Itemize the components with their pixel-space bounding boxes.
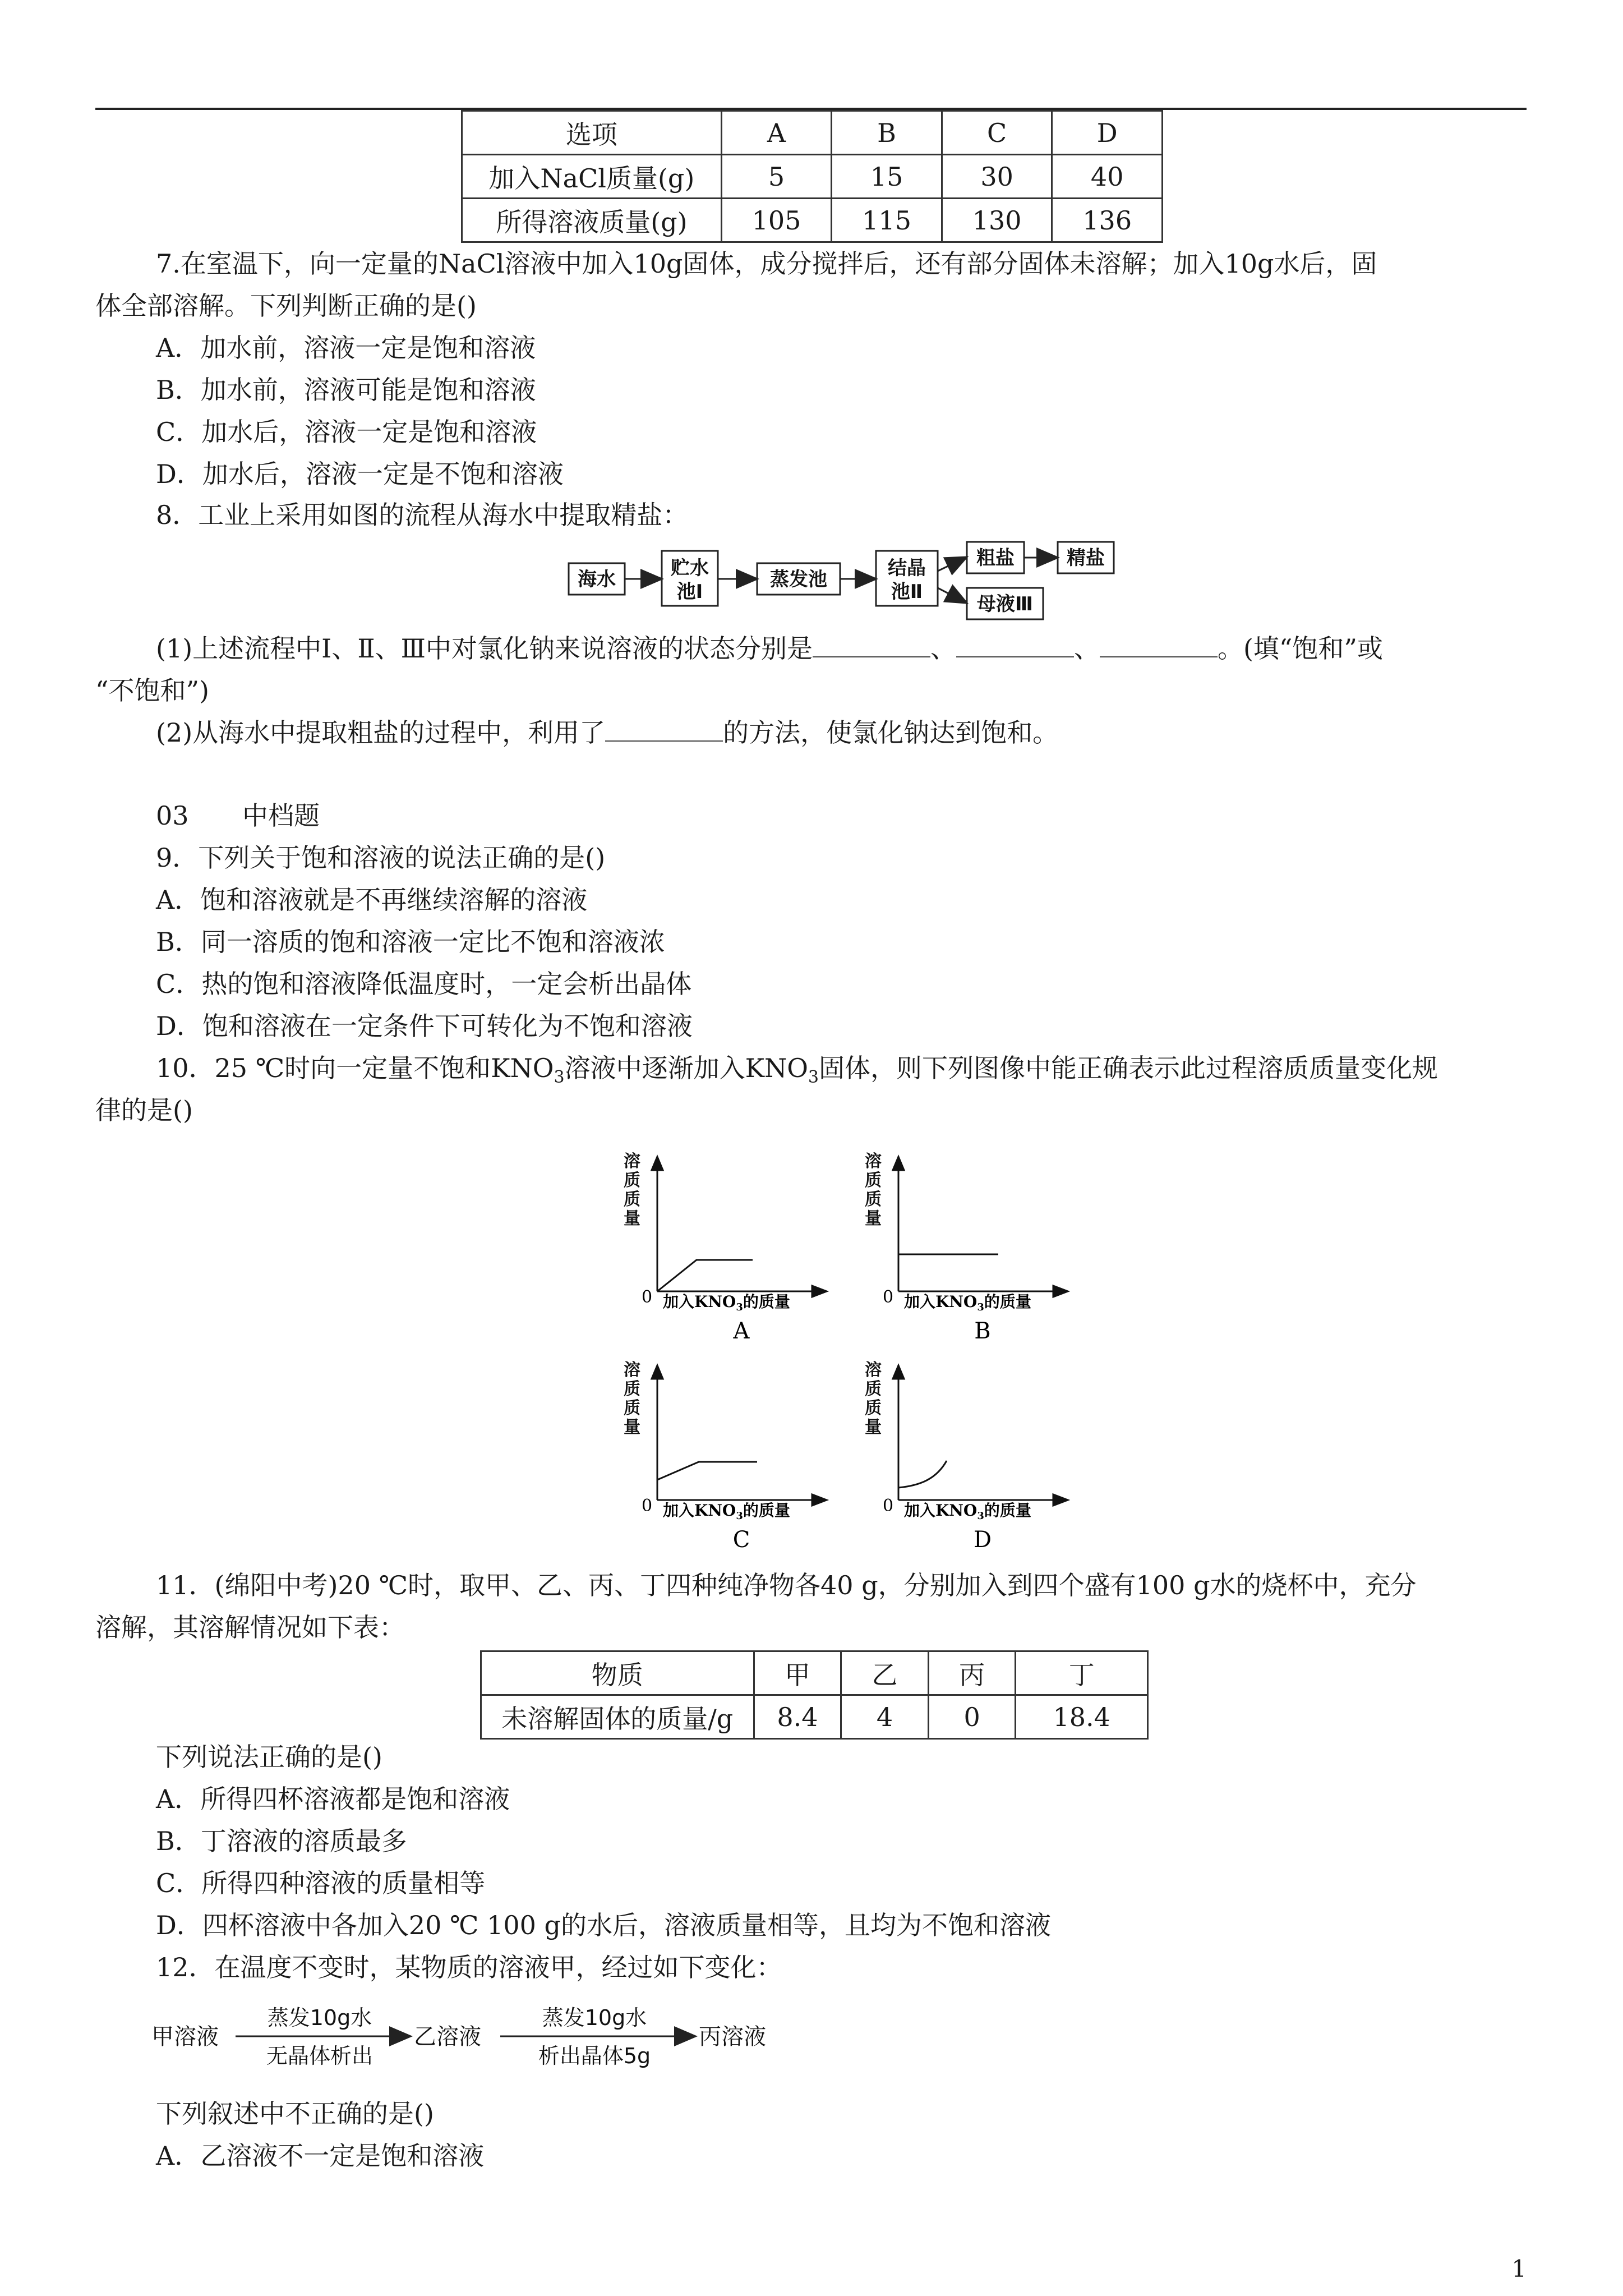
solution-chain-diagram (151, 1990, 791, 2086)
table-cell: 所得溶液质量(g) (462, 199, 722, 242)
table-cell: 丙 (928, 1651, 1016, 1695)
section-title: 中档题 (242, 800, 320, 831)
ylabel-char: 量 (624, 1418, 640, 1437)
arrow2-top-label: 蒸发10g水 (542, 2005, 647, 2030)
q11-question: 下列说法正确的是() (156, 1742, 382, 1772)
x-axis-label (904, 1501, 1031, 1522)
q10-text: 固体，则下列图像中能正确表示此过程溶质质量变化规 (819, 1053, 1438, 1083)
q11-option-d: D．四杯溶液中各加入20 ℃ 100 g的水后，溶液质量相等，且均为不饱和溶液 (156, 1910, 1051, 1940)
arrow2-bottom-label: 析出晶体5g (538, 2044, 651, 2068)
y-axis-arrow (652, 1365, 663, 1379)
nacl-table (461, 110, 1163, 243)
origin-label: 0 (883, 1496, 894, 1516)
q11-stem-line2: 溶解，其溶解情况如下表： (95, 1612, 405, 1642)
ylabel-char: 质 (624, 1171, 640, 1190)
table-row (462, 111, 1163, 155)
q11-option-b: B．丁溶液的溶质最多 (156, 1826, 407, 1856)
answer-blank[interactable] (1100, 634, 1218, 657)
answer-blank[interactable] (605, 718, 723, 742)
xlabel-part: 加入KNO (904, 1292, 978, 1311)
flow-label-evap: 蒸发池 (770, 568, 827, 591)
q10-stem-line1 (156, 1051, 1438, 1094)
graph-d (858, 1353, 1071, 1555)
q9-option-d: D．饱和溶液在一定条件下可转化为不饱和溶液 (156, 1011, 693, 1041)
table-cell: 130 (942, 199, 1052, 242)
q7-stem-line2: 体全部溶解。下列判断正确的是() (95, 291, 477, 321)
arrow1-bottom-label: 无晶体析出 (266, 2044, 374, 2068)
x-axis-arrow (812, 1494, 827, 1506)
x-axis-label (663, 1292, 790, 1313)
table-row (462, 199, 1163, 242)
table-cell: 甲 (754, 1651, 841, 1695)
q9-option-a: A．饱和溶液就是不再继续溶解的溶液 (156, 885, 588, 915)
q7-option-d: D．加水后，溶液一定是不饱和溶液 (156, 459, 564, 489)
q11-option-c: C．所得四种溶液的质量相等 (156, 1868, 486, 1898)
q8-sub2-text: (2)从海水中提取粗盐的过程中，利用了 (156, 717, 606, 748)
x-axis-label (904, 1292, 1031, 1313)
table-cell: A (721, 111, 832, 155)
flow-label-mother: 母液Ⅲ (976, 593, 1034, 615)
ylabel-char: 溶 (865, 1360, 882, 1380)
q10-text: 溶液中逐渐加入KNO (564, 1053, 808, 1083)
y-axis-arrow (652, 1157, 663, 1170)
table-cell: B (832, 111, 942, 155)
table-cell: 105 (721, 199, 832, 242)
q11-option-a: A．所得四杯溶液都是饱和溶液 (156, 1784, 510, 1814)
flow-label-pool2b: 池Ⅱ (891, 581, 923, 603)
table-cell: 乙 (841, 1651, 929, 1695)
ylabel-char: 量 (865, 1418, 882, 1437)
q7-option-c: C．加水后，溶液一定是饱和溶液 (156, 417, 537, 447)
graph-label: C (732, 1527, 750, 1553)
chain-solution-b: 乙溶液 (414, 2024, 481, 2050)
q8-stem: 8．工业上采用如图的流程从海水中提取精盐： (156, 500, 689, 530)
series-line (657, 1462, 757, 1480)
table-cell: 30 (942, 155, 1052, 199)
xlabel-sub: 3 (736, 1301, 743, 1313)
table-cell: D (1052, 111, 1163, 155)
table-cell: 加入NaCl质量(g) (462, 155, 722, 199)
table-row (481, 1651, 1148, 1695)
ylabel-char: 溶 (865, 1152, 882, 1171)
solubility-table (480, 1650, 1149, 1740)
ylabel-char: 质 (865, 1379, 882, 1399)
flow-label-seawater: 海水 (578, 568, 616, 591)
table-cell: 136 (1052, 199, 1163, 242)
origin-label: 0 (642, 1287, 653, 1307)
ylabel-char: 质 (624, 1379, 640, 1399)
table-cell: 5 (721, 155, 832, 199)
ylabel-char: 量 (865, 1209, 882, 1228)
flow-label-pool2a: 结晶 (888, 557, 926, 579)
x-axis-arrow (1053, 1494, 1068, 1506)
q10-stem-line2: 律的是() (95, 1095, 193, 1125)
table-cell: 8.4 (754, 1695, 841, 1739)
table-cell: 选项 (462, 111, 722, 155)
xlabel-part: 加入KNO (904, 1501, 978, 1520)
x-axis-arrow (1053, 1286, 1068, 1297)
origin-label: 0 (642, 1496, 653, 1516)
ylabel-char: 质 (865, 1190, 882, 1209)
series-curve (898, 1461, 947, 1488)
subscript: 3 (554, 1068, 565, 1088)
chain-solution-a: 甲溶液 (151, 2024, 219, 2050)
ylabel-char: 质 (865, 1398, 882, 1418)
answer-blank[interactable] (956, 634, 1074, 657)
salt-flow-diagram (566, 534, 1116, 624)
y-axis-arrow (893, 1365, 904, 1379)
q8-sub1-cont: “不饱和”) (95, 675, 209, 706)
ylabel-char: 量 (624, 1209, 640, 1228)
table-cell: 0 (928, 1695, 1016, 1739)
answer-blank[interactable] (813, 634, 930, 657)
ylabel-char: 溶 (624, 1360, 640, 1380)
xlabel-part: 加入KNO (663, 1501, 736, 1520)
table-cell: C (942, 111, 1052, 155)
y-axis-arrow (893, 1157, 904, 1170)
graph-label: A (733, 1318, 750, 1344)
ylabel-char: 溶 (624, 1152, 640, 1171)
q8-sub1-text: (1)上述流程中Ⅰ、Ⅱ、Ⅲ中对氯化钠来说溶液的状态分别是 (156, 633, 813, 664)
flow-label-pool1b: 池Ⅰ (676, 581, 703, 603)
q9-option-b: B．同一溶质的饱和溶液一定比不饱和溶液浓 (156, 927, 665, 957)
q8-sub2-text2: 的方法，使氯化钠达到饱和。 (723, 717, 1059, 748)
q10-text: 10．25 ℃时向一定量不饱和KNO (156, 1053, 554, 1083)
separator: 、 (1073, 633, 1100, 664)
table-cell: 物质 (481, 1651, 754, 1695)
xlabel-part: 的质量 (743, 1501, 790, 1520)
separator: 、 (930, 633, 956, 664)
flow-arrow (938, 558, 966, 571)
xlabel-part: 的质量 (984, 1501, 1031, 1520)
x-axis-arrow (812, 1286, 827, 1297)
origin-label: 0 (883, 1287, 894, 1307)
graph-label: D (973, 1527, 992, 1553)
table-cell: 40 (1052, 155, 1163, 199)
q7-stem-line1: 7.在室温下，向一定量的NaCl溶液中加入10g固体，成分搅拌后，还有部分固体未溶解；加入10g水后，固 (156, 249, 1377, 279)
flow-arrow (938, 588, 966, 602)
flow-label-refined: 精盐 (1067, 547, 1105, 569)
q11-stem-line1: 11．(绵阳中考)20 ℃时，取甲、乙、丙、丁四种纯净物各40 g，分别加入到四个盛有100 g水的烧杯中，充分 (156, 1570, 1417, 1600)
x-axis-label (663, 1501, 790, 1522)
table-cell: 18.4 (1016, 1695, 1148, 1739)
flow-label-crude: 粗盐 (976, 547, 1015, 569)
q12-option-a: A．乙溶液不一定是饱和溶液 (156, 2141, 485, 2171)
q8-sub2 (156, 716, 1058, 749)
table-cell: 4 (841, 1695, 929, 1739)
series-line (657, 1260, 753, 1291)
ylabel-char: 质 (624, 1398, 640, 1418)
xlabel-part: 的质量 (743, 1292, 790, 1311)
subscript: 3 (808, 1068, 819, 1088)
table-row (462, 155, 1163, 199)
q9-option-c: C．热的饱和溶液降低温度时，一定会析出晶体 (156, 969, 692, 999)
q7-option-b: B．加水前，溶液可能是饱和溶液 (156, 375, 536, 405)
flow-label-pool1a: 贮水 (671, 557, 709, 579)
xlabel-sub: 3 (977, 1510, 984, 1522)
graph-a (617, 1144, 830, 1346)
table-cell: 15 (832, 155, 942, 199)
q8-sub1-hint: 。(填“饱和”或 (1217, 633, 1383, 664)
table-cell: 115 (832, 199, 942, 242)
section-number: 03 (156, 800, 189, 831)
xlabel-part: 加入KNO (663, 1292, 736, 1311)
q12-question: 下列叙述中不正确的是() (156, 2099, 434, 2129)
xlabel-part: 的质量 (984, 1292, 1031, 1311)
table-row (481, 1695, 1148, 1739)
ylabel-char: 质 (624, 1190, 640, 1209)
table-cell: 未溶解固体的质量/g (481, 1695, 754, 1739)
arrow1-top-label: 蒸发10g水 (267, 2005, 372, 2030)
q7-option-a: A．加水前，溶液一定是饱和溶液 (156, 333, 536, 363)
chain-solution-c: 丙溶液 (699, 2024, 766, 2050)
graph-b (858, 1144, 1071, 1346)
page-number: 1 (1511, 2255, 1527, 2283)
table-cell: 丁 (1016, 1651, 1148, 1695)
ylabel-char: 质 (865, 1171, 882, 1190)
graph-c (617, 1353, 830, 1555)
xlabel-sub: 3 (736, 1510, 743, 1522)
q12-stem: 12．在温度不变时，某物质的溶液甲，经过如下变化： (156, 1952, 782, 1982)
graph-label: B (974, 1318, 991, 1344)
q8-sub1 (156, 632, 1383, 665)
q9-stem: 9．下列关于饱和溶液的说法正确的是() (156, 843, 606, 873)
xlabel-sub: 3 (977, 1301, 984, 1313)
